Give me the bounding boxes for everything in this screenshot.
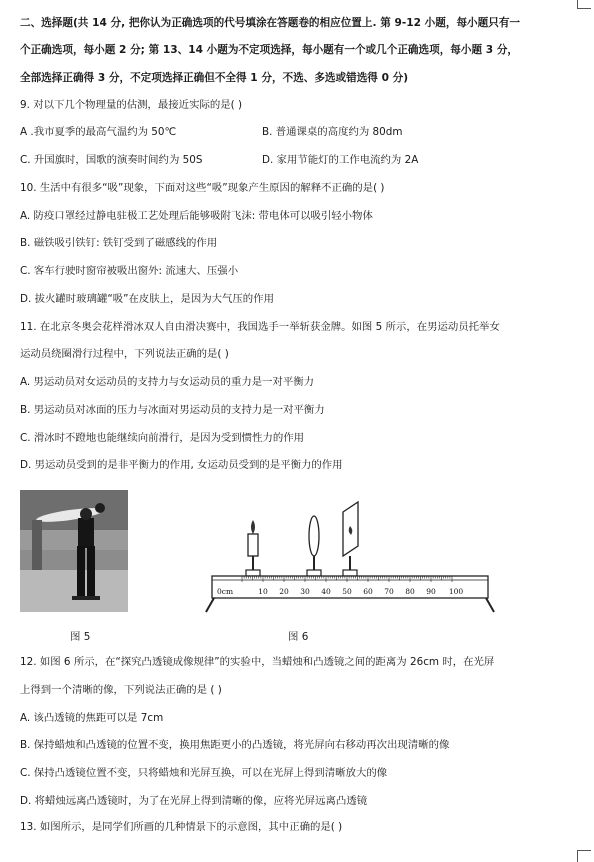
figure-5-skating-photo [20,490,128,612]
q10-option-c: C. 客车行驶时窗帘被吸出窗外: 流速大、压强小 [20,265,239,277]
ruler-label-60: 60 [363,587,373,596]
ruler-label-50: 50 [342,587,352,596]
ruler-label-40: 40 [321,587,331,596]
section-heading-line-1: 二、选择题(共 14 分, 把你认为正确选项的代号填涂在答题卷的相应位置上. 第 9-12 小题，每小题只有一 [20,17,521,29]
q9-option-c: C. 升国旗时，国歌的演奏时间约为 50S [20,154,203,166]
q11-stem-line-2: 运动员绕圈滑行过程中，下列说法正确的是( ) [20,348,229,360]
q12-stem-line-2: 上得到一个清晰的像，下列说法正确的是 ( ) [20,684,222,696]
q11-stem-line-1: 11. 在北京冬奥会花样滑冰双人自由滑决赛中，我国选手一举斩获金牌。如图 5 所示，在男运动员托举女 [20,321,500,333]
q10-option-b: B. 磁铁吸引铁钉: 铁钉受到了磁感线的作用 [20,237,218,249]
figure-6-optical-bench [200,494,495,619]
figure-5-caption: 图 5 [70,631,91,643]
ruler-label-90: 90 [426,587,436,596]
q12-option-a: A. 该凸透镜的焦距可以是 7cm [20,712,164,724]
q12-option-d: D. 将蜡烛远离凸透镜时，为了在光屏上得到清晰的像，应将光屏远离凸透镜 [20,795,368,807]
ruler-label-0: 0cm [217,587,234,596]
q12-option-c: C. 保持凸透镜位置不变，只将蜡烛和光屏互换，可以在光屏上得到清晰放大的像 [20,767,388,779]
q12-stem-line-1: 12. 如图 6 所示，在“探究凸透镜成像规律”的实验中，当蜡烛和凸透镜之间的距离为 26cm 时，在光屏 [20,656,495,668]
corner-mark-bottom-right-v [577,850,578,862]
ruler-label-10: 10 [258,587,268,596]
corner-mark-top-right-h [577,8,591,9]
q9-stem: 9. 对以下几个物理量的估测，最接近实际的是( ) [20,99,243,111]
q13-stem: 13. 如图所示，是同学们所画的几种情景下的示意图，其中正确的是( ) [20,821,343,833]
ruler-label-100: 100 [448,587,464,596]
q10-stem: 10. 生活中有很多“吸”现象，下面对这些“吸”现象产生原因的解释不正确的是( ) [20,182,385,194]
q11-option-a: A. 男运动员对女运动员的支持力与女运动员的重力是一对平衡力 [20,376,315,388]
corner-mark-top-right-v [577,0,578,8]
figure-6-caption: 图 6 [288,631,309,643]
corner-mark-bottom-right-h [577,850,591,851]
q11-option-b: B. 男运动员对冰面的压力与冰面对男运动员的支持力是一对平衡力 [20,404,325,416]
q9-option-a: A .我市夏季的最高气温约为 50℃ [20,126,177,138]
q12-option-b: B. 保持蜡烛和凸透镜的位置不变，换用焦距更小的凸透镜，将光屏向右移动再次出现清晰的像 [20,739,450,751]
q11-option-d: D. 男运动员受到的是非平衡力的作用, 女运动员受到的是平衡力的作用 [20,459,343,471]
ruler-label-30: 30 [300,587,310,596]
section-heading-line-3: 全部选择正确得 3 分，不定项选择正确但不全得 1 分，不选、多选或错选得 0 分) [20,72,409,84]
q11-option-c: C. 滑冰时不蹬地也能继续向前滑行，是因为受到惯性力的作用 [20,432,305,444]
ruler-label-20: 20 [279,587,289,596]
section-heading-line-2: 个正确选项，每小题 2 分; 第 13、14 小题为不定项选择，每小题有一个或几个正确选项，每小题 3 分， [20,44,519,56]
q9-option-b: B. 普通课桌的高度约为 80dm [262,126,403,138]
q10-option-a: A. 防疫口罩经过静电驻极工艺处理后能够吸附飞沫: 带电体可以吸引轻小物体 [20,210,373,222]
q10-option-d: D. 拔火罐时玻璃罐“吸”在皮肤上，是因为大气压的作用 [20,293,274,305]
q9-option-d: D. 家用节能灯的工作电流约为 2A [262,154,419,166]
ruler-label-80: 80 [405,587,415,596]
ruler-label-70: 70 [384,587,394,596]
